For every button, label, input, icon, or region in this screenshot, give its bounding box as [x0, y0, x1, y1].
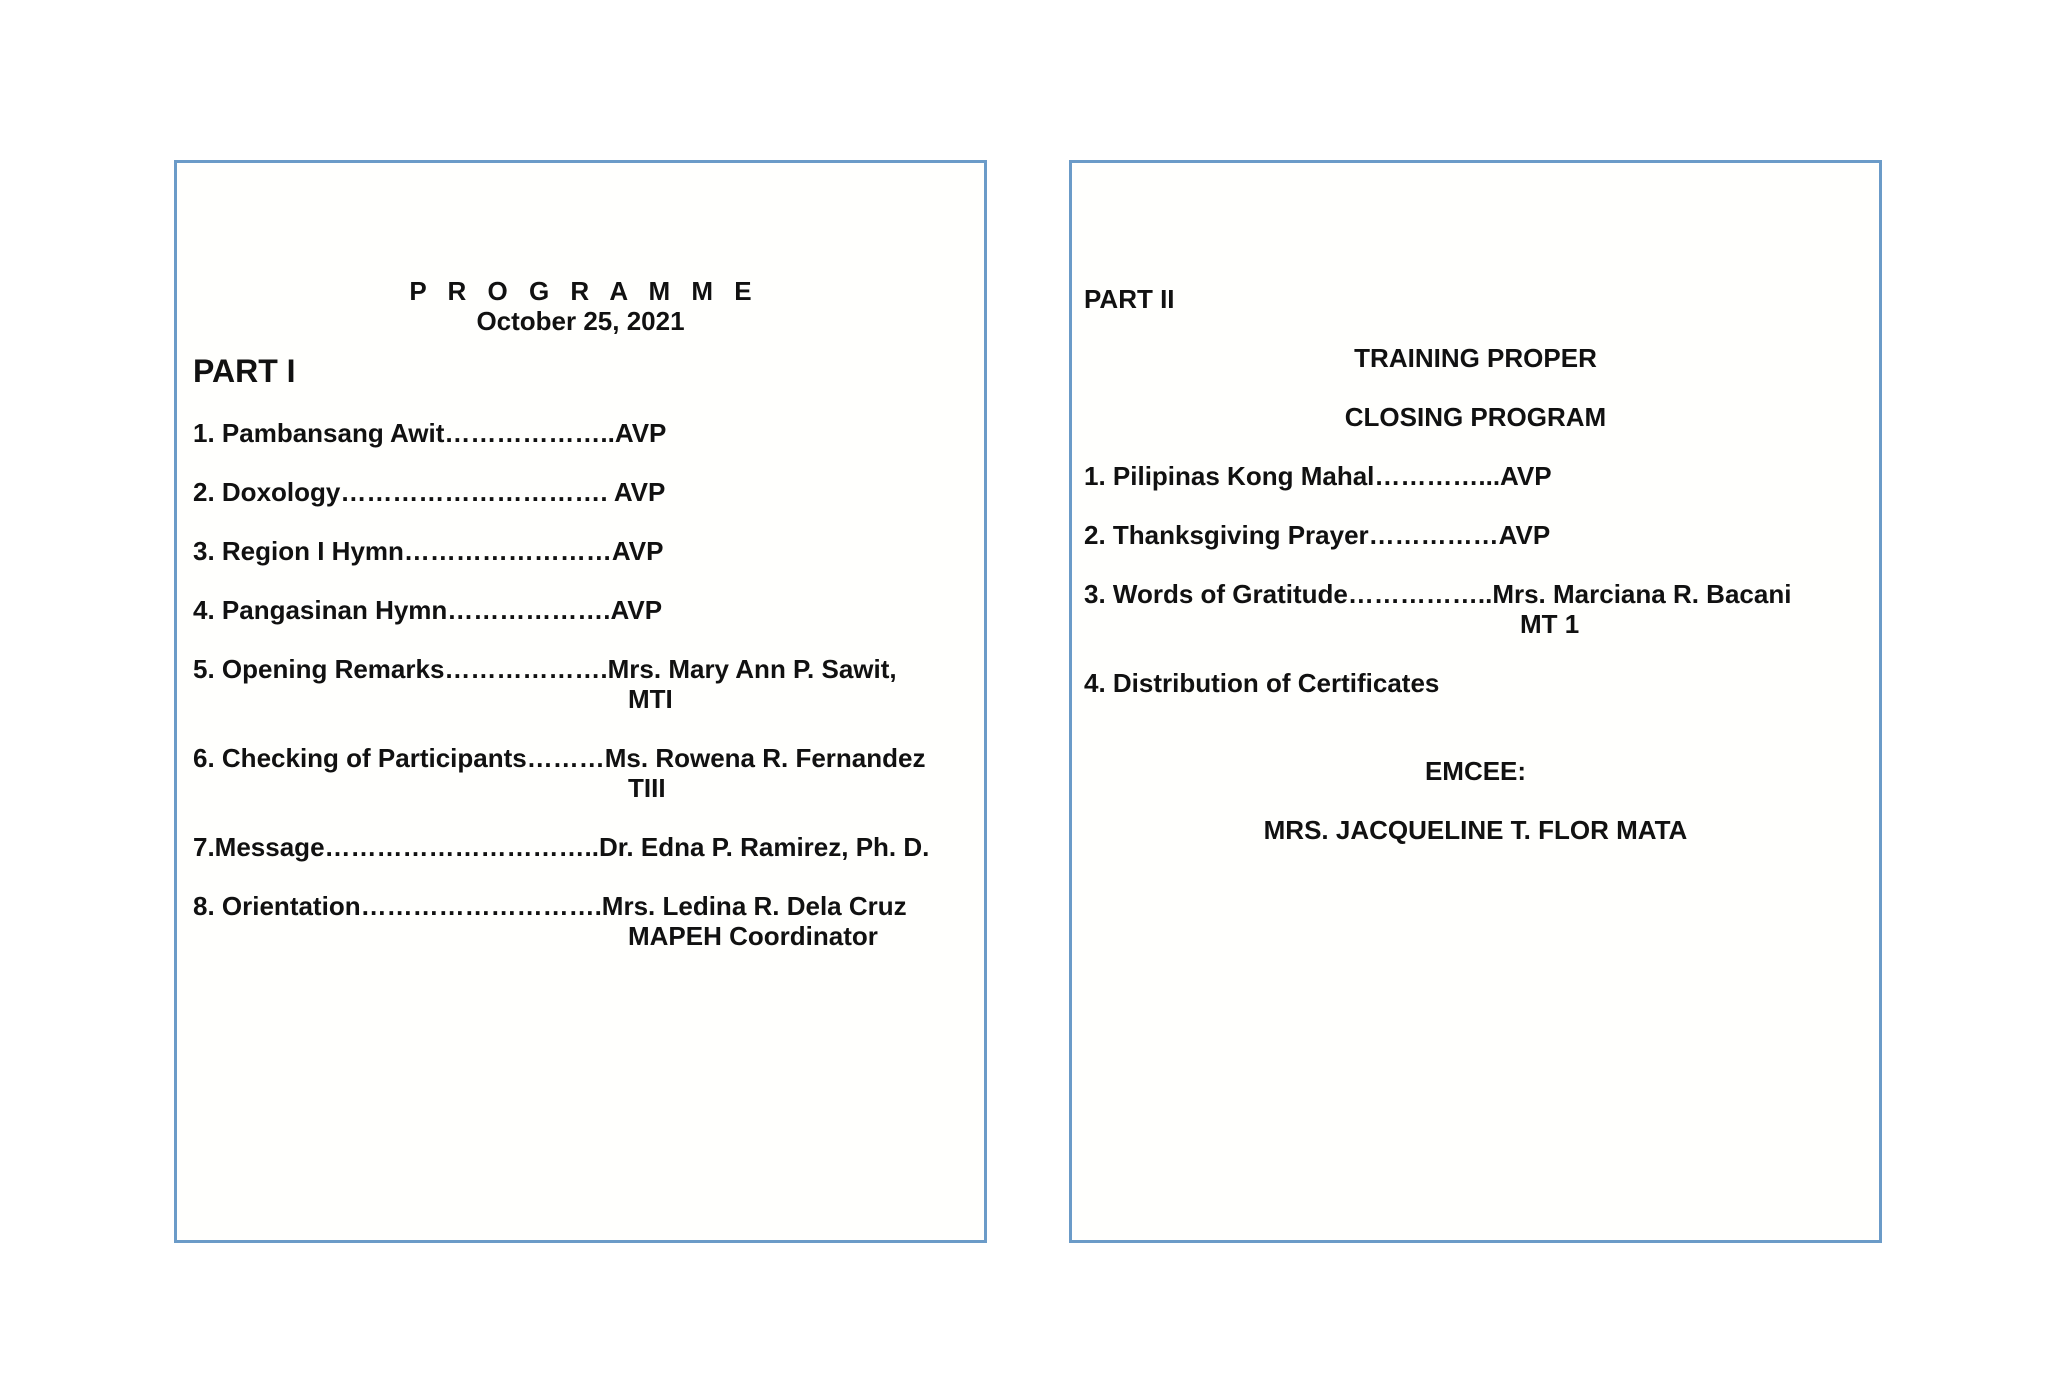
program-item-subtitle: MT 1	[1520, 609, 1580, 639]
program-item	[1084, 461, 1552, 491]
program-item-subtitle: MTI	[628, 684, 673, 714]
emcee-label: EMCEE:	[1424, 756, 1527, 786]
programme-title: P R O G R A M M E	[409, 276, 759, 306]
program-item-text: 7.Message…………………………..Dr. Edna P. Ramirez, Ph. D.	[193, 832, 930, 862]
program-item	[193, 743, 926, 803]
program-item	[1084, 579, 1792, 639]
program-item-subtitle: TIII	[628, 773, 666, 803]
program-item-text: 1. Pambansang Awit………………..AVP	[193, 418, 667, 448]
program-item	[193, 477, 665, 507]
program-item-text: 5. Opening Remarks……………….Mrs. Mary Ann P. Sawit,	[193, 654, 897, 684]
program-item	[193, 418, 666, 448]
program-item	[193, 595, 662, 625]
program-item-text: 8. Orientation……………………….Mrs. Ledina R. Dela Cruz	[193, 891, 907, 921]
program-item-text: 4. Pangasinan Hymn……………….AVP	[193, 595, 663, 625]
part-one-heading: PART I	[193, 353, 296, 389]
program-item-text: 2. Thanksgiving Prayer……………AVP	[1084, 520, 1551, 550]
program-item	[1084, 520, 1550, 550]
programme-date: October 25, 2021	[476, 306, 685, 336]
program-item-text: 4. Distribution of Certificates	[1084, 668, 1440, 698]
program-item-subtitle: MAPEH Coordinator	[628, 921, 878, 951]
program-item-text: 6. Checking of Participants………Ms. Rowena R. Fernandez	[193, 743, 926, 773]
program-item	[193, 536, 663, 566]
emcee-name: MRS. JACQUELINE T. FLOR MATA	[1263, 815, 1688, 845]
program-item-text: 3. Words of Gratitude……………..Mrs. Marciana R. Bacani	[1084, 579, 1792, 609]
program-item	[193, 832, 929, 862]
programme-title-block	[177, 276, 984, 336]
programme-page-right	[1069, 160, 1882, 1243]
program-item	[193, 891, 907, 951]
part-two-heading: PART II	[1084, 284, 1175, 314]
programme-page-left	[174, 160, 987, 1243]
program-item-text: 3. Region I Hymn……………………AVP	[193, 536, 664, 566]
training-proper-heading: TRAINING PROPER	[1354, 343, 1597, 373]
closing-program-heading: CLOSING PROGRAM	[1344, 402, 1607, 432]
program-item-text: 1. Pilipinas Kong Mahal…………...AVP	[1084, 461, 1552, 491]
program-item-text: 2. Doxology…………………………. AVP	[193, 477, 666, 507]
program-item	[193, 654, 897, 714]
program-item	[1084, 668, 1439, 698]
